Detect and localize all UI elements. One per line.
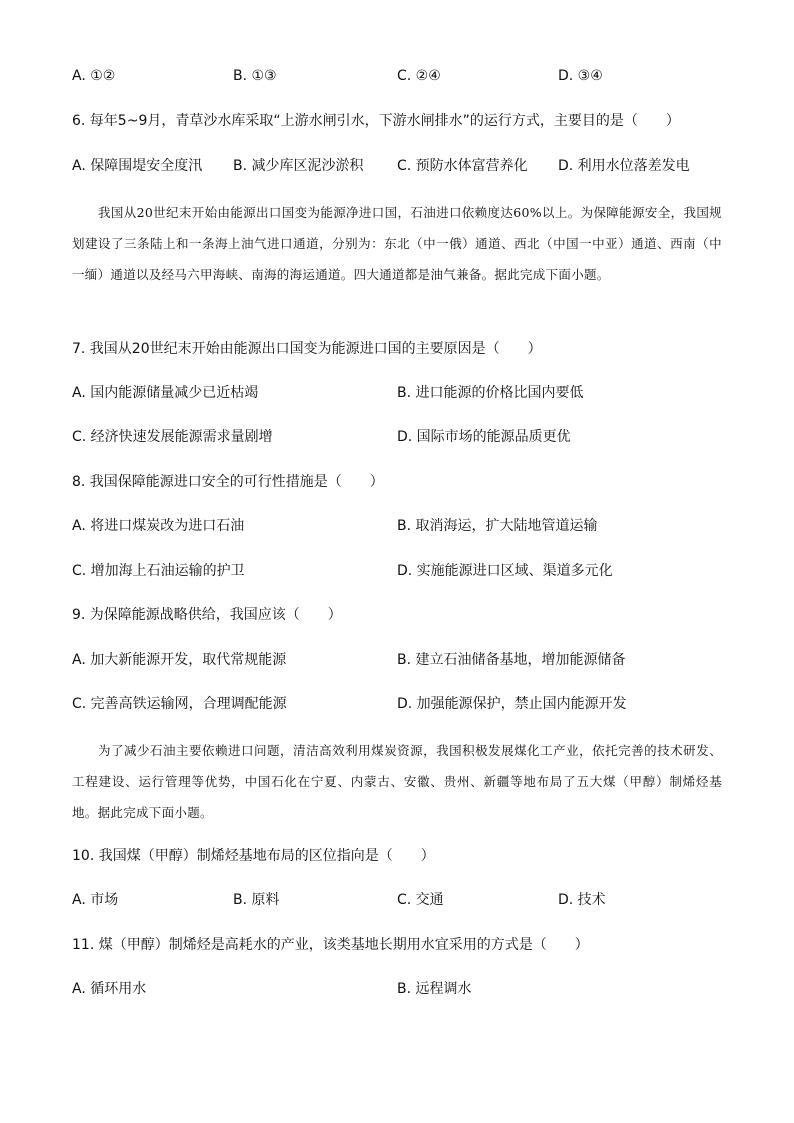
- q6-stem: 6. 每年5~9月，青草沙水库采取“上游水闸引水，下游水闸排水”的运行方式，主要目的是（ ）: [72, 113, 680, 129]
- q5-option-c: C. ②④: [397, 68, 441, 84]
- q7-option-c: C. 经济快速发展能源需求量剧增: [72, 429, 273, 445]
- q9-stem: 9. 为保障能源战略供给，我国应该（ ）: [72, 607, 342, 623]
- q8-option-c: C. 增加海上石油运输的护卫: [72, 563, 245, 579]
- q7-option-d: D. 国际市场的能源品质更优: [397, 429, 571, 445]
- q10-option-a: A. 市场: [72, 892, 119, 908]
- q5-option-b: B. ①③: [233, 68, 277, 84]
- q9-option-b: B. 建立石油储备基地，增加能源储备: [397, 652, 626, 668]
- q6-option-a: A. 保障围堤安全度汛: [72, 158, 203, 174]
- q5-option-d: D. ③④: [558, 68, 603, 84]
- q11-stem: 11. 煤（甲醇）制烯烃是高耗水的产业，该类基地长期用水宜采用的方式是（ ）: [72, 937, 589, 953]
- q8-option-b: B. 取消海运，扩大陆地管道运输: [397, 518, 598, 534]
- passage-energy-import: 我国从20世纪末开始由能源出口国变为能源净进口国，石油进口依赖度达60%以上。为保障能源安全，我国规划建设了三条陆上和一条海上油气进口通道，分别为：东北（中一俄）通道、西北（中国一中亚）通道、西南（中一缅）通道以及经马六甲海峡、南海的海运通道。四大通道都是油气兼备。据此完成下面小题。: [72, 205, 722, 282]
- passage-coal-olefin: 为了减少石油主要依赖进口问题，清洁高效利用煤炭资源，我国积极发展煤化工产业，依托完善的技术研发、工程建设、运行管理等优势，中国石化在宁夏、内蒙古、安徽、贵州、新疆等地布局了五大煤（甲醇）制烯烃基地。据此完成下面小题。: [72, 743, 722, 820]
- q10-option-d: D. 技术: [558, 892, 606, 908]
- q10-option-b: B. 原料: [233, 892, 280, 908]
- q8-option-d: D. 实施能源进口区域、渠道多元化: [397, 563, 613, 579]
- q5-option-a: A. ①②: [72, 68, 116, 84]
- q11-option-a: A. 循环用水: [72, 981, 147, 997]
- q8-option-a: A. 将进口煤炭改为进口石油: [72, 518, 245, 534]
- q10-option-c: C. 交通: [397, 892, 444, 908]
- q7-option-a: A. 国内能源储量减少已近枯竭: [72, 385, 259, 401]
- q9-option-a: A. 加大新能源开发，取代常规能源: [72, 652, 287, 668]
- q6-option-d: D. 利用水位落差发电: [558, 158, 690, 174]
- q9-option-c: C. 完善高铁运输网，合理调配能源: [72, 696, 287, 712]
- q8-stem: 8. 我国保障能源进口安全的可行性措施是（ ）: [72, 474, 384, 490]
- q11-option-b: B. 远程调水: [397, 981, 472, 997]
- q7-stem: 7. 我国从20世纪末开始由能源出口国变为能源进口国的主要原因是（ ）: [72, 341, 542, 357]
- q10-stem: 10. 我国煤（甲醇）制烯烃基地布局的区位指向是（ ）: [72, 848, 435, 864]
- q9-option-d: D. 加强能源保护，禁止国内能源开发: [397, 696, 627, 712]
- q7-option-b: B. 进口能源的价格比国内要低: [397, 385, 584, 401]
- q6-option-c: C. 预防水体富营养化: [397, 158, 528, 174]
- q6-option-b: B. 减少库区泥沙淤积: [233, 158, 364, 174]
